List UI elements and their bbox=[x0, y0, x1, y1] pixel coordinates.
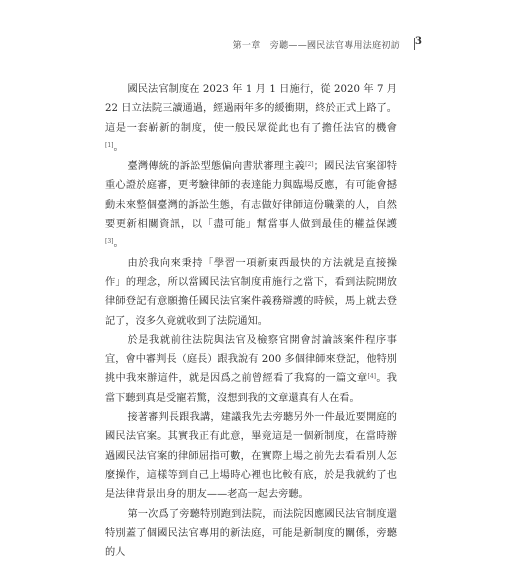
paragraph: 接著審判長跟我講，建議我先去旁聽另外一件最近要開庭的國民法官案。其實我正有此意，畢竟這是一個新制度，在當時辦過國民法官案的律師屈指可數，在實際上場之前先去看看別人怎麼操作，這樣等到自己上場時心裡也比較有底，於是我就約了也是法律背景出身的朋友——老高一起去旁聽。 bbox=[105, 412, 397, 501]
paragraph: 由於我向來秉持「學習一項新東西最快的方法就是直接操作」的理念，所以當國民法官制度甫施行之當下，看到法院開放律師登記有意願擔任國民法官案件義務辯護的時候，馬上就去登記了，沒多久竟就收到了法院通知。 bbox=[105, 257, 397, 327]
body-text bbox=[105, 72, 397, 562]
paragraph: 國民法官制度在 2023 年 1 月 1 日施行，從 2020 年 7 月 22 日立法院三讀通過，經過兩年多的緩衝期，終於正式上路了。這是一套嶄新的制度，使一般民眾從此也有了擔任法官的機會[1]。 bbox=[105, 84, 397, 153]
page-number: 3 bbox=[415, 36, 422, 47]
paragraph: 第一次爲了旁聽特別跑到法院，而法院因應國民法官制度還特別蓋了個國民法官專用的新法庭，可能是新制度的關係，旁聽的人 bbox=[105, 508, 397, 559]
footnote-marker: [1] bbox=[105, 141, 114, 149]
footnote-marker: [4] bbox=[367, 373, 376, 381]
paragraph: 於是我就前往法院與法官及檢察官開會討論該案件程序事宜，會中審判長（庭長）跟我說有 200 多個律師來登記，他特別挑中我來辦這件，就是因爲之前曾經看了我寫的一篇文章[4]。我當下聽到真是受寵若驚，沒想到我的文章還真有人在看。 bbox=[105, 334, 397, 404]
footnote-marker: [3] bbox=[105, 238, 114, 246]
running-head: 第一章 旁聽——國民法官專用法庭初訪 bbox=[232, 41, 400, 51]
paragraph: 臺灣傳統的訴訟型態偏向書狀審理主義[2]；國民法官案卻特重心證於庭審，更考驗律師的表達能力與臨場反應，有可能會撼動未來整個臺灣的訴訟生態，有志做好律師這份職業的人，自然要更新相關資訊，以「盡可能」幫當事人做到最佳的權益保護[3]。 bbox=[105, 161, 397, 250]
footnote-marker: [2] bbox=[305, 161, 314, 169]
